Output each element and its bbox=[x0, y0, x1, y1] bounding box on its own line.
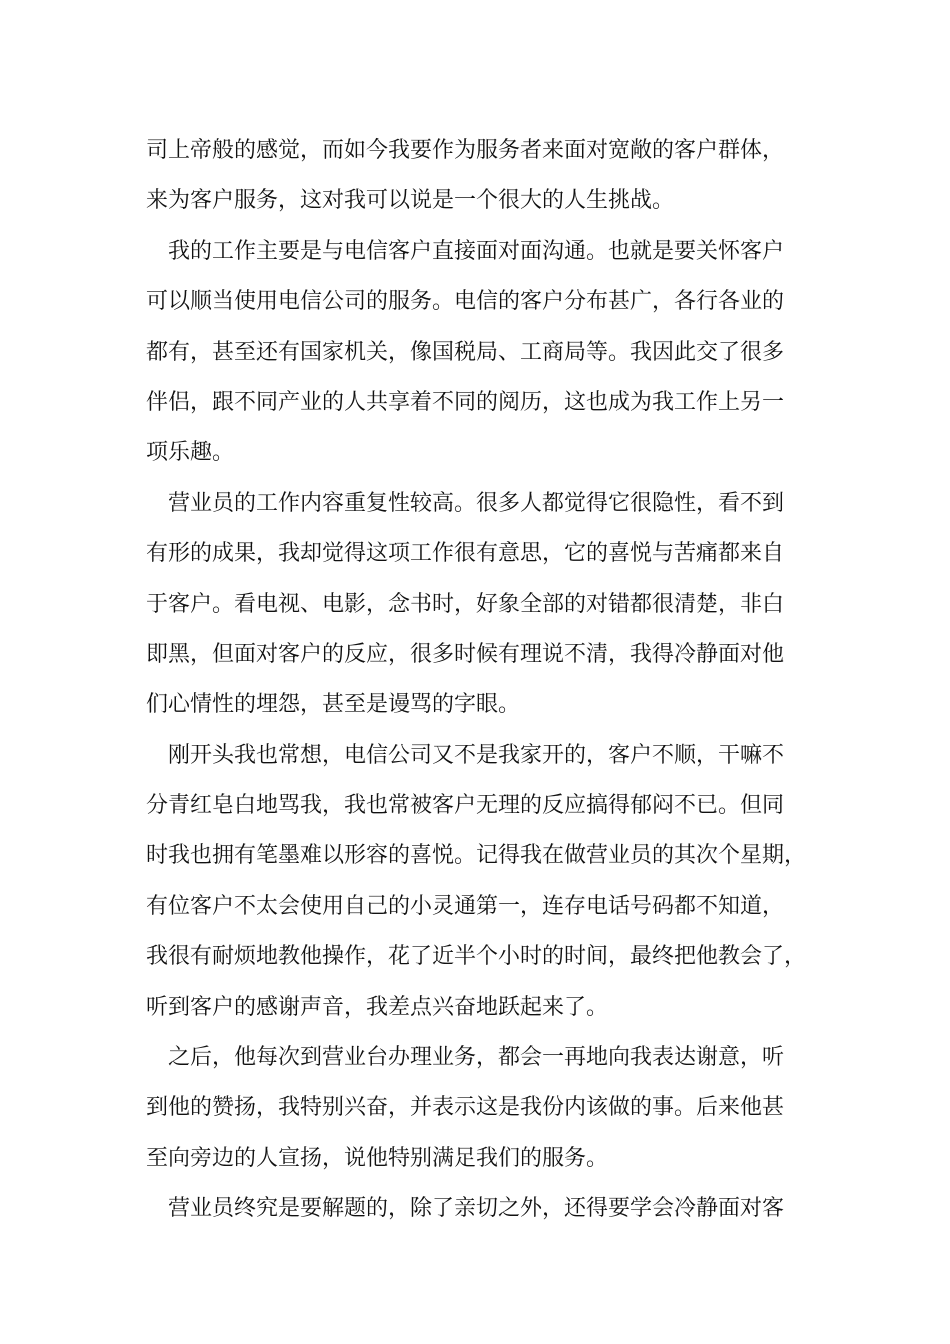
paragraph-line: 到他的赞扬，我特别兴奋，并表示这是我份内该做的事。后来他甚 bbox=[146, 1095, 785, 1121]
paragraph-line: 营业员终究是要解题的，除了亲切之外，还得要学会冷静面对客 bbox=[168, 1196, 785, 1222]
paragraph-line: 营业员的工作内容重复性较高。很多人都觉得它很隐性，看不到 bbox=[168, 490, 785, 516]
paragraph-line: 刚开头我也常想，电信公司又不是我家开的，客户不顺，干嘛不 bbox=[168, 742, 785, 768]
paragraph-line: 时我也拥有笔墨难以形容的喜悦。记得我在做营业员的其次个星期， bbox=[146, 843, 807, 869]
paragraph-line: 来为客户服务，这对我可以说是一个很大的人生挑战。 bbox=[146, 188, 675, 214]
paragraph-line: 至向旁边的人宣扬，说他特别满足我们的服务。 bbox=[146, 1145, 609, 1171]
paragraph-line: 于客户。看电视、电影，念书时，好象全部的对错都很清楚，非白 bbox=[146, 591, 785, 617]
paragraph-line: 即黑，但面对客户的反应，很多时候有理说不清，我得冷静面对他 bbox=[146, 641, 785, 667]
document-body bbox=[146, 126, 822, 1235]
paragraph-line: 有形的成果，我却觉得这项工作很有意思，它的喜悦与苦痛都来自 bbox=[146, 541, 785, 567]
paragraph bbox=[146, 731, 822, 1033]
paragraph-line: 们心情性的埋怨，甚至是谩骂的字眼。 bbox=[146, 692, 521, 718]
paragraph-line: 项乐趣。 bbox=[146, 440, 235, 466]
paragraph-line: 有位客户不太会使用自己的小灵通第一，连存电话号码都不知道， bbox=[146, 893, 785, 919]
paragraph bbox=[146, 227, 822, 479]
paragraph bbox=[146, 479, 822, 731]
paragraph-line: 我很有耐烦地教他操作，花了近半个小时的时间，最终把他教会了， bbox=[146, 944, 807, 970]
paragraph bbox=[146, 126, 822, 227]
paragraph-line: 都有，甚至还有国家机关，像国税局、工商局等。我因此交了很多 bbox=[146, 339, 785, 365]
paragraph-line: 分青红皂白地骂我，我也常被客户无理的反应搞得郁闷不已。但同 bbox=[146, 793, 785, 819]
paragraph bbox=[146, 1033, 822, 1184]
paragraph-line: 可以顺当使用电信公司的服务。电信的客户分布甚广，各行各业的 bbox=[146, 289, 785, 315]
paragraph-line: 听到客户的感谢声音，我差点兴奋地跃起来了。 bbox=[146, 994, 609, 1020]
paragraph bbox=[146, 1184, 822, 1234]
paragraph-line: 司上帝般的感觉，而如今我要作为服务者来面对宽敞的客户群体， bbox=[146, 138, 785, 163]
paragraph-line: 伴侣，跟不同产业的人共享着不同的阅历，这也成为我工作上另一 bbox=[146, 389, 785, 415]
paragraph-line: 我的工作主要是与电信客户直接面对面沟通。也就是要关怀客户 bbox=[168, 238, 785, 264]
paragraph-line: 之后，他每次到营业台办理业务，都会一再地向我表达谢意，听 bbox=[168, 1045, 785, 1071]
